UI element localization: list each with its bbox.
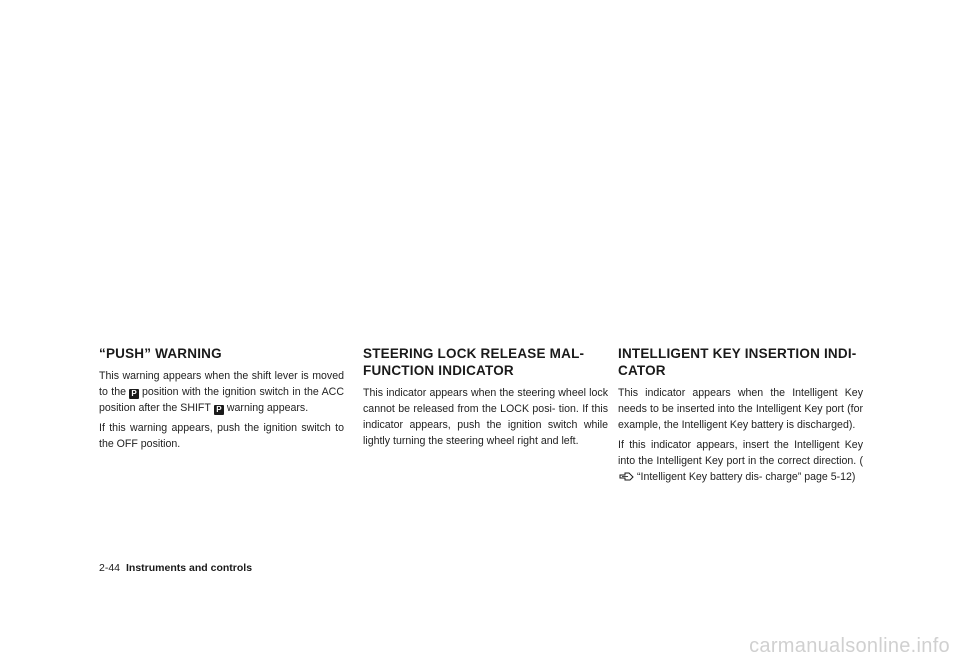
park-p-icon: P bbox=[214, 405, 224, 415]
section-title: Instruments and controls bbox=[126, 562, 253, 574]
park-p-icon: P bbox=[129, 389, 139, 399]
intelligent-key-paragraph-1: This indicator appears when the Intelligent Key needs to be inserted into the Intelligent Key port (for example, the Intelligent Key battery is discharged). bbox=[618, 387, 863, 431]
see-reference-icon bbox=[619, 471, 635, 482]
watermark: carmanualsonline.info bbox=[749, 635, 950, 657]
intelligent-key-heading: INTELLIGENT KEY INSERTION INDI- CATOR bbox=[618, 346, 857, 378]
push-warning-paragraph-2: If this warning appears, push the ignition switch to the OFF position. bbox=[99, 422, 344, 450]
intelligent-key-section bbox=[618, 345, 863, 489]
steering-lock-heading: STEERING LOCK RELEASE MAL- FUNCTION INDICATOR bbox=[363, 346, 585, 378]
steering-lock-section bbox=[363, 345, 608, 453]
text-run: This warning appears when the shift lever is moved to the bbox=[99, 370, 344, 398]
push-warning-section bbox=[99, 345, 344, 456]
push-warning-paragraph-1 bbox=[99, 368, 344, 416]
text-run: warning appears. bbox=[226, 402, 309, 414]
intelligent-key-paragraph-2 bbox=[618, 437, 863, 485]
steering-lock-paragraph: This indicator appears when the steering wheel lock cannot be released from the LOCK posi- tion. If this indicator appears, push the ignition switch while lightly turning the steering wheel right and left. bbox=[363, 387, 608, 447]
text-run: If this indicator appears, insert the Intelligent Key into the Intelligent Key port in the correct direction. ( bbox=[618, 439, 863, 467]
page-number: 2-44 bbox=[99, 562, 121, 574]
text-run: position with the ignition switch in the ACC position after the SHIFT bbox=[99, 386, 344, 414]
push-warning-heading: “PUSH” WARNING bbox=[99, 346, 222, 361]
page-footer bbox=[99, 562, 252, 574]
text-run: “Intelligent Key battery dis- charge” page 5-12) bbox=[637, 471, 856, 483]
